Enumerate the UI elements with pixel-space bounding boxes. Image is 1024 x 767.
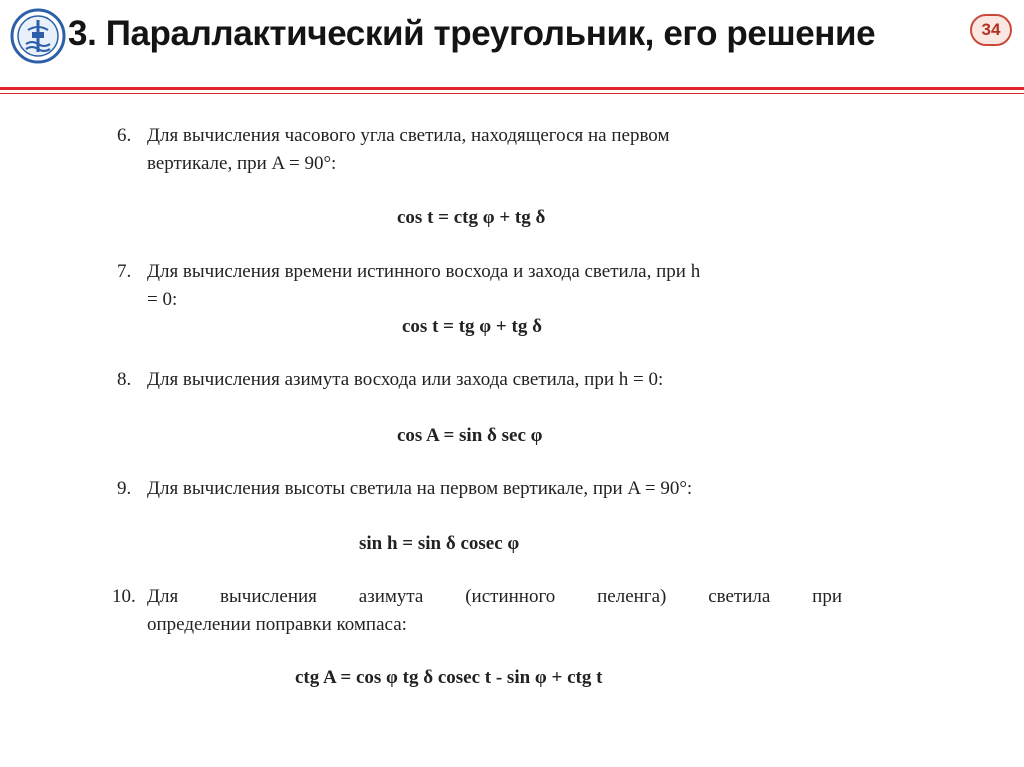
formula: sin h = sin δ cosec φ bbox=[359, 533, 520, 554]
slide-title: 3. Параллактический треугольник, его решение bbox=[68, 14, 876, 53]
item-text: Для вычисления времени истинного восхода и захода светила, при h bbox=[147, 261, 701, 282]
university-logo-icon bbox=[10, 8, 66, 64]
item-number: 7. bbox=[117, 261, 132, 282]
item-text-continued: вертикале, при A = 90°: bbox=[147, 153, 337, 174]
list-item bbox=[112, 122, 844, 178]
item-text-continued: определении поправки компаса: bbox=[147, 614, 407, 635]
item-text: Для вычисления часового угла светила, находящегося на первом bbox=[147, 125, 670, 146]
item-number: 6. bbox=[117, 125, 132, 146]
item-text: Для вычисления высоты светила на первом вертикале, при A = 90°: bbox=[147, 478, 693, 499]
header-divider-thin bbox=[0, 93, 1024, 94]
list-item bbox=[112, 366, 844, 394]
slide-header bbox=[0, 0, 1024, 100]
header-divider bbox=[0, 87, 1024, 90]
formula: cos t = ctg φ + tg δ bbox=[397, 207, 546, 228]
slide-content bbox=[112, 110, 952, 750]
item-number: 8. bbox=[117, 369, 132, 390]
item-number: 9. bbox=[117, 478, 132, 499]
list-item bbox=[112, 475, 844, 503]
item-text: Для вычисления азимута восхода или захода светила, при h = 0: bbox=[147, 369, 664, 390]
list-item bbox=[112, 258, 844, 314]
formula: ctg A = cos φ tg δ cosec t - sin φ + ctg t bbox=[295, 667, 603, 688]
item-text-continued: = 0: bbox=[147, 289, 178, 310]
list-item bbox=[112, 583, 842, 639]
formula: cos A = sin δ sec φ bbox=[397, 425, 543, 446]
formula: cos t = tg φ + tg δ bbox=[402, 316, 542, 337]
item-number: 10. bbox=[112, 586, 136, 607]
item-text: Для вычисления азимута (истинного пеленга) светила при bbox=[147, 586, 842, 607]
page-number-badge: 34 bbox=[970, 14, 1012, 46]
